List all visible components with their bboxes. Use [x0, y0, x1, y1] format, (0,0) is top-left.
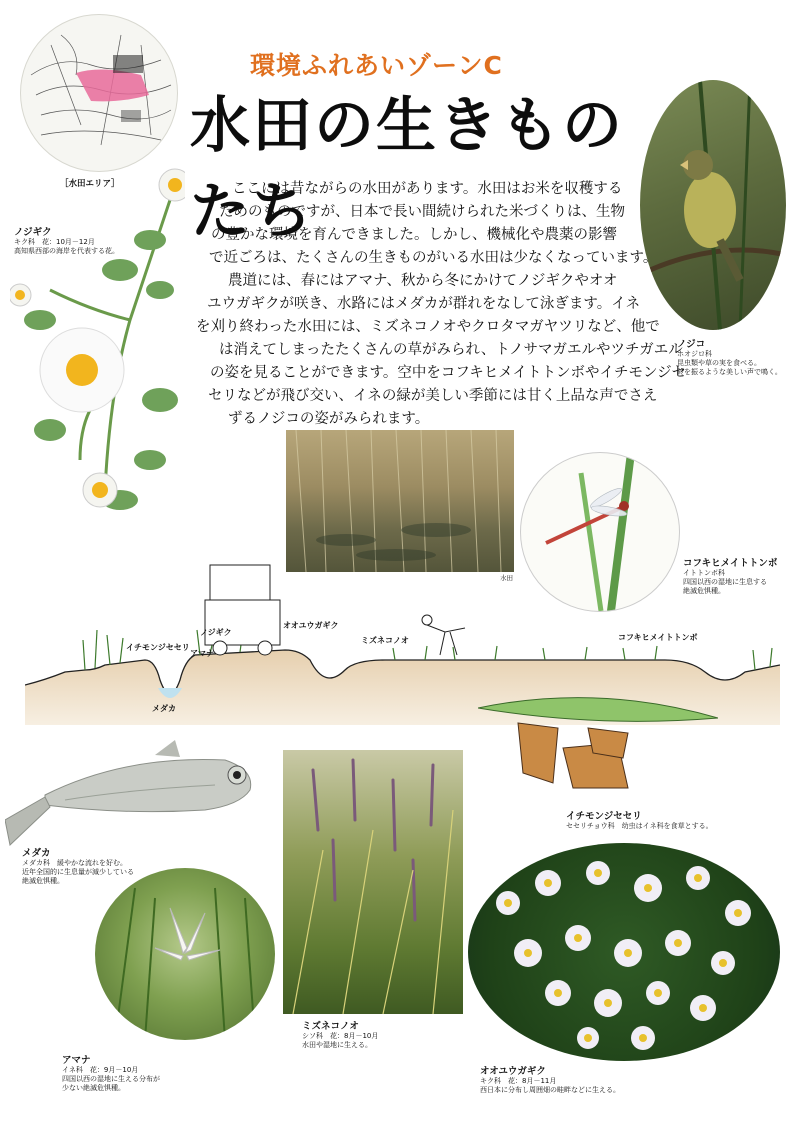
- caption-amana-line-3: 少ない絶滅危惧種。: [62, 1084, 125, 1092]
- caption-nojigiku-line-1: キク科 花：10月－12月: [14, 238, 95, 246]
- caption-nojigiku: [14, 224, 119, 256]
- caption-medaka-name: メダカ: [22, 848, 51, 859]
- area-map: [20, 14, 178, 172]
- caption-ooyuugagiku-line-2: 西日本に分布し周囲畑の畦畔などに生える。: [480, 1086, 620, 1094]
- caption-ooyuugagiku-name: オオユウガギク: [480, 1066, 546, 1077]
- intro-line: は消えてしまったたくさんの草がみられ、トノサマガエルやツチガエル: [219, 342, 683, 358]
- paddy-field-photo: [286, 430, 514, 572]
- caption-nojiko-line-2: 昆虫類や草の実を食べる。: [677, 359, 761, 367]
- area-map-drawing: [21, 15, 177, 171]
- caption-mizuneko: [302, 1018, 378, 1050]
- diagram-label-ooyuugagiku: オオユウガギク: [283, 621, 339, 630]
- diagram-label-medaka: メダカ: [152, 704, 176, 713]
- ichimonji-illustration: [478, 688, 718, 808]
- caption-nojigiku-line-2: 高知県西部の海岸を代表する花。: [14, 247, 119, 255]
- caption-mizuneko-name: ミズネコノオ: [302, 1021, 359, 1032]
- truck-drawing: [205, 565, 280, 655]
- page-subtitle: 環境ふれあいゾーンC: [250, 51, 503, 80]
- intro-line: ずるノジコの姿がみられます。: [228, 411, 430, 427]
- diagram-label-ichimonji: イチモンジセセリ: [126, 643, 190, 652]
- caption-kofuki-line-3: 絶滅危惧種。: [683, 587, 725, 595]
- intro-line: ためのものですが、日本で長い間続けられた米づくりは、生物: [219, 204, 625, 220]
- paddy-area-highlight: [76, 69, 149, 101]
- aster-flowers: [468, 843, 780, 1061]
- medaka-illustration: [5, 735, 260, 850]
- page-title: 水田の生きものたち: [190, 91, 624, 247]
- intro-line: 農道には、春にはアマナ、秋から冬にかけてノジギクやオオ: [228, 273, 618, 289]
- intro-line: ユウガギクが咲き、水路にはメダカが群れをなして泳ぎます。イネ: [207, 296, 641, 312]
- amana-photo: [95, 868, 275, 1040]
- caption-ichimonji: [566, 808, 713, 831]
- caption-nojiko-name: ノジコ: [677, 339, 706, 350]
- caption-kofuki-line-2: 四国以西の湿地に生息する: [683, 578, 767, 586]
- intro-line: の姿を見ることができます。空中をコフキヒメイトトンボやイチモンジセ: [210, 365, 687, 381]
- intro-line: の豊かな環境を育んできました。しかし、機械化や農薬の影響: [211, 227, 617, 243]
- caption-nojiko: [677, 336, 782, 377]
- intro-line: セリなどが飛び交い、イネの緑が美しい季節には甘く上品な声でさえ: [208, 388, 658, 404]
- intro-line: で近ごろは、たくさんの生きものがいる水田は少なくなっています。: [209, 250, 658, 266]
- caption-mizuneko-line-2: 水田や湿地に生える。: [302, 1041, 372, 1049]
- caption-nojiko-line-1: ホオジロ科: [677, 350, 712, 358]
- caption-ooyuugagiku-line-1: キク科 花：8月－11月: [480, 1077, 557, 1085]
- diagram-label-mizuneko: ミズネコノオ: [361, 636, 409, 645]
- caption-medaka-line-3: 絶滅危惧種。: [22, 877, 64, 885]
- diagram-label-kofuki: コフキヒメイトトンボ: [618, 633, 698, 642]
- diagram-label-amana: アマナ: [190, 649, 214, 658]
- mizuneko-photo: [283, 750, 463, 1014]
- diagram-label-nojigiku: ノジギク: [200, 628, 232, 637]
- caption-amana-line-2: 四国以西の湿地に生える分布が: [62, 1075, 160, 1083]
- caption-nojigiku-name: ノジギク: [14, 227, 52, 238]
- farmer-drawing: [422, 615, 465, 655]
- caption-ichimonji-name: イチモンジセセリ: [566, 811, 642, 822]
- caption-medaka-line-1: メダカ科 緩やかな流れを好む。: [22, 859, 127, 867]
- caption-kofuki-name: コフキヒメイトトンボ: [683, 558, 778, 569]
- area-map-caption: ［水田エリア］: [60, 179, 120, 189]
- caption-medaka-line-2: 近年全国的に生息量が減少している: [22, 868, 134, 876]
- nojiko-photo: [640, 80, 786, 330]
- caption-amana-name: アマナ: [62, 1055, 91, 1066]
- caption-ooyuugagiku: [480, 1063, 620, 1095]
- intro-line: ここには昔ながらの水田があります。水田はお米を収穫する: [232, 181, 623, 197]
- ooyuugagiku-photo: [468, 843, 780, 1061]
- caption-medaka: [22, 845, 134, 886]
- nojigiku-illustration: [10, 160, 185, 530]
- paddy-photo-caption: 水田: [500, 574, 513, 582]
- caption-amana: [62, 1052, 160, 1093]
- caption-ichimonji-line-1: セセリチョウ科 幼虫はイネ科を食草とする。: [566, 822, 713, 830]
- caption-mizuneko-line-1: シソ科 花：8月－10月: [302, 1032, 379, 1040]
- intro-line: を刈り終わった水田には、ミズネコノオやクロタマガヤツリなど、他で: [196, 319, 660, 335]
- caption-kofuki-line-1: イトトンボ科: [683, 569, 725, 577]
- caption-nojiko-line-3: 鈴を振るような美しい声で鳴く。: [677, 368, 782, 376]
- caption-amana-line-1: イネ科 花：9月－10月: [62, 1066, 139, 1074]
